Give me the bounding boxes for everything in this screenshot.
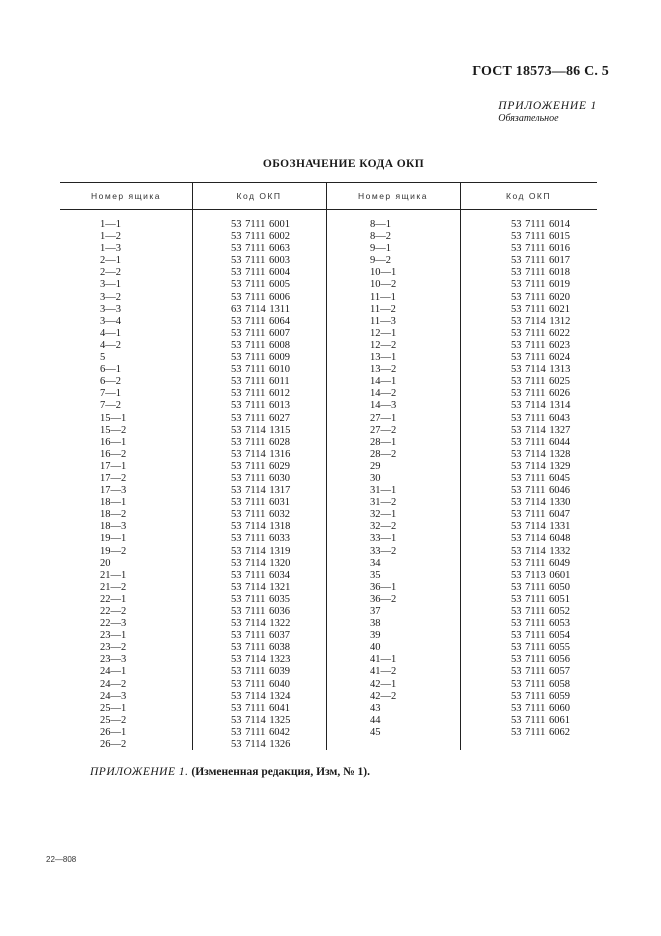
box-number-cell: 19—1 [100, 533, 127, 545]
okp-code-cell: 53 7111 6050 [511, 581, 570, 593]
box-number-cell: 3—1 [100, 279, 121, 291]
okp-code-cell: 53 7111 6007 [231, 327, 290, 339]
okp-code-cell: 53 7114 1330 [511, 497, 571, 509]
box-number-cell: 25—2 [100, 714, 127, 726]
okp-code-cell: 53 7111 6061 [511, 714, 570, 726]
okp-code-cell: 53 7111 6037 [231, 630, 290, 642]
header-okp-code: Код ОКП [506, 191, 551, 201]
box-number-cell: 14—3 [370, 400, 397, 412]
okp-code-cell: 53 7111 6058 [511, 678, 570, 690]
okp-code-cell: 53 7111 6052 [511, 606, 570, 617]
okp-code-cell: 53 7111 6015 [511, 231, 570, 243]
okp-code-cell: 53 7114 1314 [511, 400, 571, 412]
okp-code-cell: 53 7111 6035 [231, 593, 290, 605]
box-number-cell: 13—2 [370, 364, 397, 376]
okp-code-cell: 53 7114 1315 [231, 424, 291, 436]
box-number-cell: 18—3 [100, 521, 127, 533]
okp-code-cell: 53 7111 6002 [231, 231, 290, 243]
okp-code-cell: 53 7111 6025 [511, 376, 570, 388]
okp-code-cell: 53 7111 6006 [231, 291, 290, 303]
okp-code-cell: 53 7111 6042 [231, 726, 290, 738]
box-number-cell: 5 [100, 352, 106, 364]
okp-code-cell: 53 7111 6012 [231, 388, 290, 400]
note-appendix-ref: ПРИЛОЖЕНИЕ 1. [90, 766, 189, 778]
okp-code-cell: 53 7111 6039 [231, 666, 290, 678]
box-number-cell: 1—3 [100, 243, 121, 255]
box-number-cell: 11—2 [370, 303, 396, 315]
okp-code-cell: 53 7111 6046 [511, 485, 570, 497]
box-number-cell: 28—2 [370, 448, 397, 460]
box-number-cell: 7—1 [100, 388, 121, 400]
box-number-cell: 18—1 [100, 497, 127, 509]
okp-code-cell: 53 7111 6026 [511, 388, 570, 400]
box-number-cell: 26—1 [100, 726, 127, 738]
box-number-cell: 34 [370, 557, 381, 569]
okp-code-cell: 53 7111 6029 [231, 460, 290, 472]
okp-code-cell: 53 7111 6033 [231, 533, 290, 545]
box-number-cell: 22—2 [100, 606, 127, 617]
okp-code-cell: 53 7114 1316 [231, 448, 291, 460]
okp-code-cell: 63 7114 1311 [231, 303, 290, 315]
box-number-cell: 36—2 [370, 593, 397, 605]
okp-code-cell: 53 7111 6044 [511, 436, 570, 448]
box-number-cell: 38 [370, 618, 381, 630]
okp-code-cell: 53 7114 1332 [511, 545, 571, 557]
box-number-cell: 3—2 [100, 291, 121, 303]
okp-code-cell: 53 7111 6001 [231, 219, 290, 230]
okp-code-cell: 53 7111 6022 [511, 327, 570, 339]
box-number-cell: 6—1 [100, 364, 121, 376]
okp-code-cell: 53 7114 1328 [511, 448, 571, 460]
box-number-cell: 17—2 [100, 472, 127, 484]
okp-code-cell: 53 7111 6023 [511, 339, 570, 351]
okp-code-cell: 53 7111 6034 [231, 569, 290, 581]
okp-code-cell: 53 7111 6063 [231, 243, 290, 255]
box-number-cell: 2—1 [100, 255, 121, 267]
okp-code-cell: 53 7114 1320 [231, 557, 291, 569]
okp-code-cell: 53 7111 6028 [231, 436, 290, 448]
okp-code-cell: 53 7111 6003 [231, 255, 290, 267]
box-number-cell: 4—2 [100, 339, 121, 351]
okp-code-cell: 53 7114 1317 [231, 485, 291, 497]
box-number-cell: 16—1 [100, 436, 127, 448]
okp-code-cell: 53 7111 6049 [511, 557, 570, 569]
okp-code-cell: 53 7111 6059 [511, 690, 570, 702]
box-number-cell: 43 [370, 702, 381, 714]
column-divider [192, 182, 193, 750]
okp-code-cell: 53 7114 1327 [511, 424, 571, 436]
box-number-cell: 14—2 [370, 388, 397, 400]
okp-code-cell: 53 7114 1313 [511, 364, 571, 376]
okp-code-cell: 53 7111 6018 [511, 267, 570, 279]
okp-code-cell: 53 7111 6047 [511, 509, 570, 521]
okp-code-cell: 53 7111 6027 [231, 412, 290, 424]
box-number-cell: 23—1 [100, 630, 127, 642]
box-number-cell: 17—1 [100, 460, 127, 472]
box-number-cell: 26—2 [100, 739, 127, 751]
box-number-cell: 8—1 [370, 219, 391, 230]
okp-code-cell: 53 7111 6016 [511, 243, 570, 255]
box-number-cell: 40 [370, 642, 381, 654]
okp-code-table [60, 182, 597, 750]
box-number-cell: 11—1 [370, 291, 396, 303]
okp-code-cell: 53 7111 6013 [231, 400, 290, 412]
okp-code-cell: 53 7111 6045 [511, 472, 570, 484]
column-okp-code-left [231, 219, 290, 751]
okp-code-cell: 53 7114 1324 [231, 690, 291, 702]
box-number-cell: 42—1 [370, 678, 397, 690]
okp-code-cell: 53 7111 6008 [231, 339, 290, 351]
box-number-cell: 33—1 [370, 533, 397, 545]
okp-code-cell: 53 7114 1319 [231, 545, 291, 557]
okp-code-cell: 53 7114 6048 [511, 533, 571, 545]
box-number-cell: 14—1 [370, 376, 397, 388]
box-number-cell: 30 [370, 472, 381, 484]
okp-code-cell: 53 7111 6051 [511, 593, 570, 605]
okp-code-cell: 53 7114 1329 [511, 460, 571, 472]
box-number-cell: 20 [100, 557, 111, 569]
box-number-cell: 21—2 [100, 581, 127, 593]
print-code: 22—808 [46, 855, 77, 864]
box-number-cell: 11—3 [370, 315, 396, 327]
okp-code-cell: 53 7111 6024 [511, 352, 570, 364]
box-number-cell: 42—2 [370, 690, 397, 702]
okp-code-cell: 53 7111 6053 [511, 618, 570, 630]
okp-code-cell: 53 7111 6054 [511, 630, 570, 642]
okp-code-cell: 53 7114 1318 [231, 521, 291, 533]
okp-code-cell: 53 7111 6041 [231, 702, 290, 714]
box-number-cell: 31—1 [370, 485, 397, 497]
okp-code-cell: 53 7111 6010 [231, 364, 290, 376]
box-number-cell: 1—2 [100, 231, 121, 243]
appendix-title: ПРИЛОЖЕНИЕ 1 [498, 100, 597, 112]
okp-code-cell: 53 7111 6062 [511, 726, 570, 738]
document-code: ГОСТ 18573—86 С. 5 [472, 64, 609, 79]
okp-code-cell: 53 7111 6019 [511, 279, 570, 291]
box-number-cell: 12—2 [370, 339, 397, 351]
column-box-number-right [370, 219, 396, 739]
table-top-rule [60, 182, 597, 183]
box-number-cell: 23—2 [100, 642, 127, 654]
okp-code-cell: 53 7114 1321 [231, 581, 291, 593]
okp-code-cell: 53 7111 6021 [511, 303, 570, 315]
okp-code-cell: 53 7111 6017 [511, 255, 570, 267]
okp-code-cell: 53 7111 6030 [231, 472, 290, 484]
amendment-note [90, 766, 370, 778]
okp-code-cell: 53 7111 6043 [511, 412, 570, 424]
box-number-cell: 39 [370, 630, 381, 642]
box-number-cell: 44 [370, 714, 381, 726]
okp-code-cell: 53 7111 6040 [231, 678, 290, 690]
box-number-cell: 23—3 [100, 654, 127, 666]
box-number-cell: 15—2 [100, 424, 127, 436]
okp-code-cell: 53 7111 6009 [231, 352, 290, 364]
column-okp-code-right [511, 219, 570, 739]
box-number-cell: 15—1 [100, 412, 127, 424]
box-number-cell: 27—1 [370, 412, 397, 424]
box-number-cell: 19—2 [100, 545, 127, 557]
box-number-cell: 3—4 [100, 315, 121, 327]
okp-code-cell: 53 7114 1323 [231, 654, 291, 666]
header-okp-code: Код ОКП [236, 191, 282, 201]
box-number-cell: 10—1 [370, 267, 397, 279]
box-number-cell: 32—1 [370, 509, 397, 521]
okp-code-cell: 53 7114 1312 [511, 315, 571, 327]
box-number-cell: 12—1 [370, 327, 397, 339]
box-number-cell: 17—3 [100, 485, 127, 497]
box-number-cell: 32—2 [370, 521, 397, 533]
okp-code-cell: 53 7111 6014 [511, 219, 570, 230]
okp-code-cell: 53 7111 6036 [231, 606, 290, 617]
box-number-cell: 22—3 [100, 618, 127, 630]
table-header-rule [60, 209, 597, 210]
okp-code-cell: 53 7114 1325 [231, 714, 291, 726]
column-box-number-left [100, 219, 126, 751]
box-number-cell: 6—2 [100, 376, 121, 388]
box-number-cell: 13—1 [370, 352, 397, 364]
box-number-cell: 28—1 [370, 436, 397, 448]
okp-code-cell: 53 7111 6064 [231, 315, 290, 327]
box-number-cell: 2—2 [100, 267, 121, 279]
appendix-subtitle: Обязательное [498, 113, 559, 124]
box-number-cell: 33—2 [370, 545, 397, 557]
okp-code-cell: 53 7111 6032 [231, 509, 290, 521]
okp-code-cell: 53 7111 6057 [511, 666, 570, 678]
okp-code-cell: 53 7111 6020 [511, 291, 570, 303]
box-number-cell: 1—1 [100, 219, 121, 230]
okp-code-cell: 53 7111 6011 [231, 376, 290, 388]
box-number-cell: 16—2 [100, 448, 127, 460]
okp-code-cell: 53 7111 6005 [231, 279, 290, 291]
okp-code-cell: 53 7114 1326 [231, 739, 291, 751]
box-number-cell: 24—1 [100, 666, 127, 678]
okp-code-cell: 53 7111 6038 [231, 642, 290, 654]
box-number-cell: 9—2 [370, 255, 391, 267]
okp-code-cell: 53 7114 1331 [511, 521, 571, 533]
okp-code-cell: 53 7113 0601 [511, 569, 571, 581]
okp-code-cell: 53 7111 6055 [511, 642, 570, 654]
okp-code-cell: 53 7111 6056 [511, 654, 570, 666]
box-number-cell: 27—2 [370, 424, 397, 436]
box-number-cell: 3—3 [100, 303, 121, 315]
okp-code-cell: 53 7114 1322 [231, 618, 291, 630]
okp-code-cell: 53 7111 6060 [511, 702, 570, 714]
box-number-cell: 37 [370, 606, 381, 617]
box-number-cell: 36—1 [370, 581, 397, 593]
box-number-cell: 9—1 [370, 243, 391, 255]
box-number-cell: 7—2 [100, 400, 121, 412]
box-number-cell: 45 [370, 726, 381, 738]
box-number-cell: 31—2 [370, 497, 397, 509]
box-number-cell: 21—1 [100, 569, 127, 581]
page-title: ОБОЗНАЧЕНИЕ КОДА ОКП [262, 158, 425, 170]
column-divider [326, 182, 327, 750]
okp-code-cell: 53 7111 6004 [231, 267, 290, 279]
header-box-number: Номер ящика [90, 191, 161, 201]
appendix-label [498, 100, 597, 124]
okp-code-cell: 53 7111 6031 [231, 497, 290, 509]
box-number-cell: 24—2 [100, 678, 127, 690]
box-number-cell: 8—2 [370, 231, 391, 243]
column-divider [460, 182, 461, 750]
box-number-cell: 25—1 [100, 702, 127, 714]
note-amendment: (Измененная редакция, Изм, № 1). [191, 766, 370, 778]
box-number-cell: 29 [370, 460, 381, 472]
box-number-cell: 4—1 [100, 327, 121, 339]
box-number-cell: 24—3 [100, 690, 127, 702]
box-number-cell: 41—2 [370, 666, 397, 678]
header-box-number: Номер ящика [357, 191, 428, 201]
box-number-cell: 41—1 [370, 654, 397, 666]
box-number-cell: 35 [370, 569, 381, 581]
box-number-cell: 10—2 [370, 279, 397, 291]
box-number-cell: 18—2 [100, 509, 127, 521]
box-number-cell: 22—1 [100, 593, 127, 605]
